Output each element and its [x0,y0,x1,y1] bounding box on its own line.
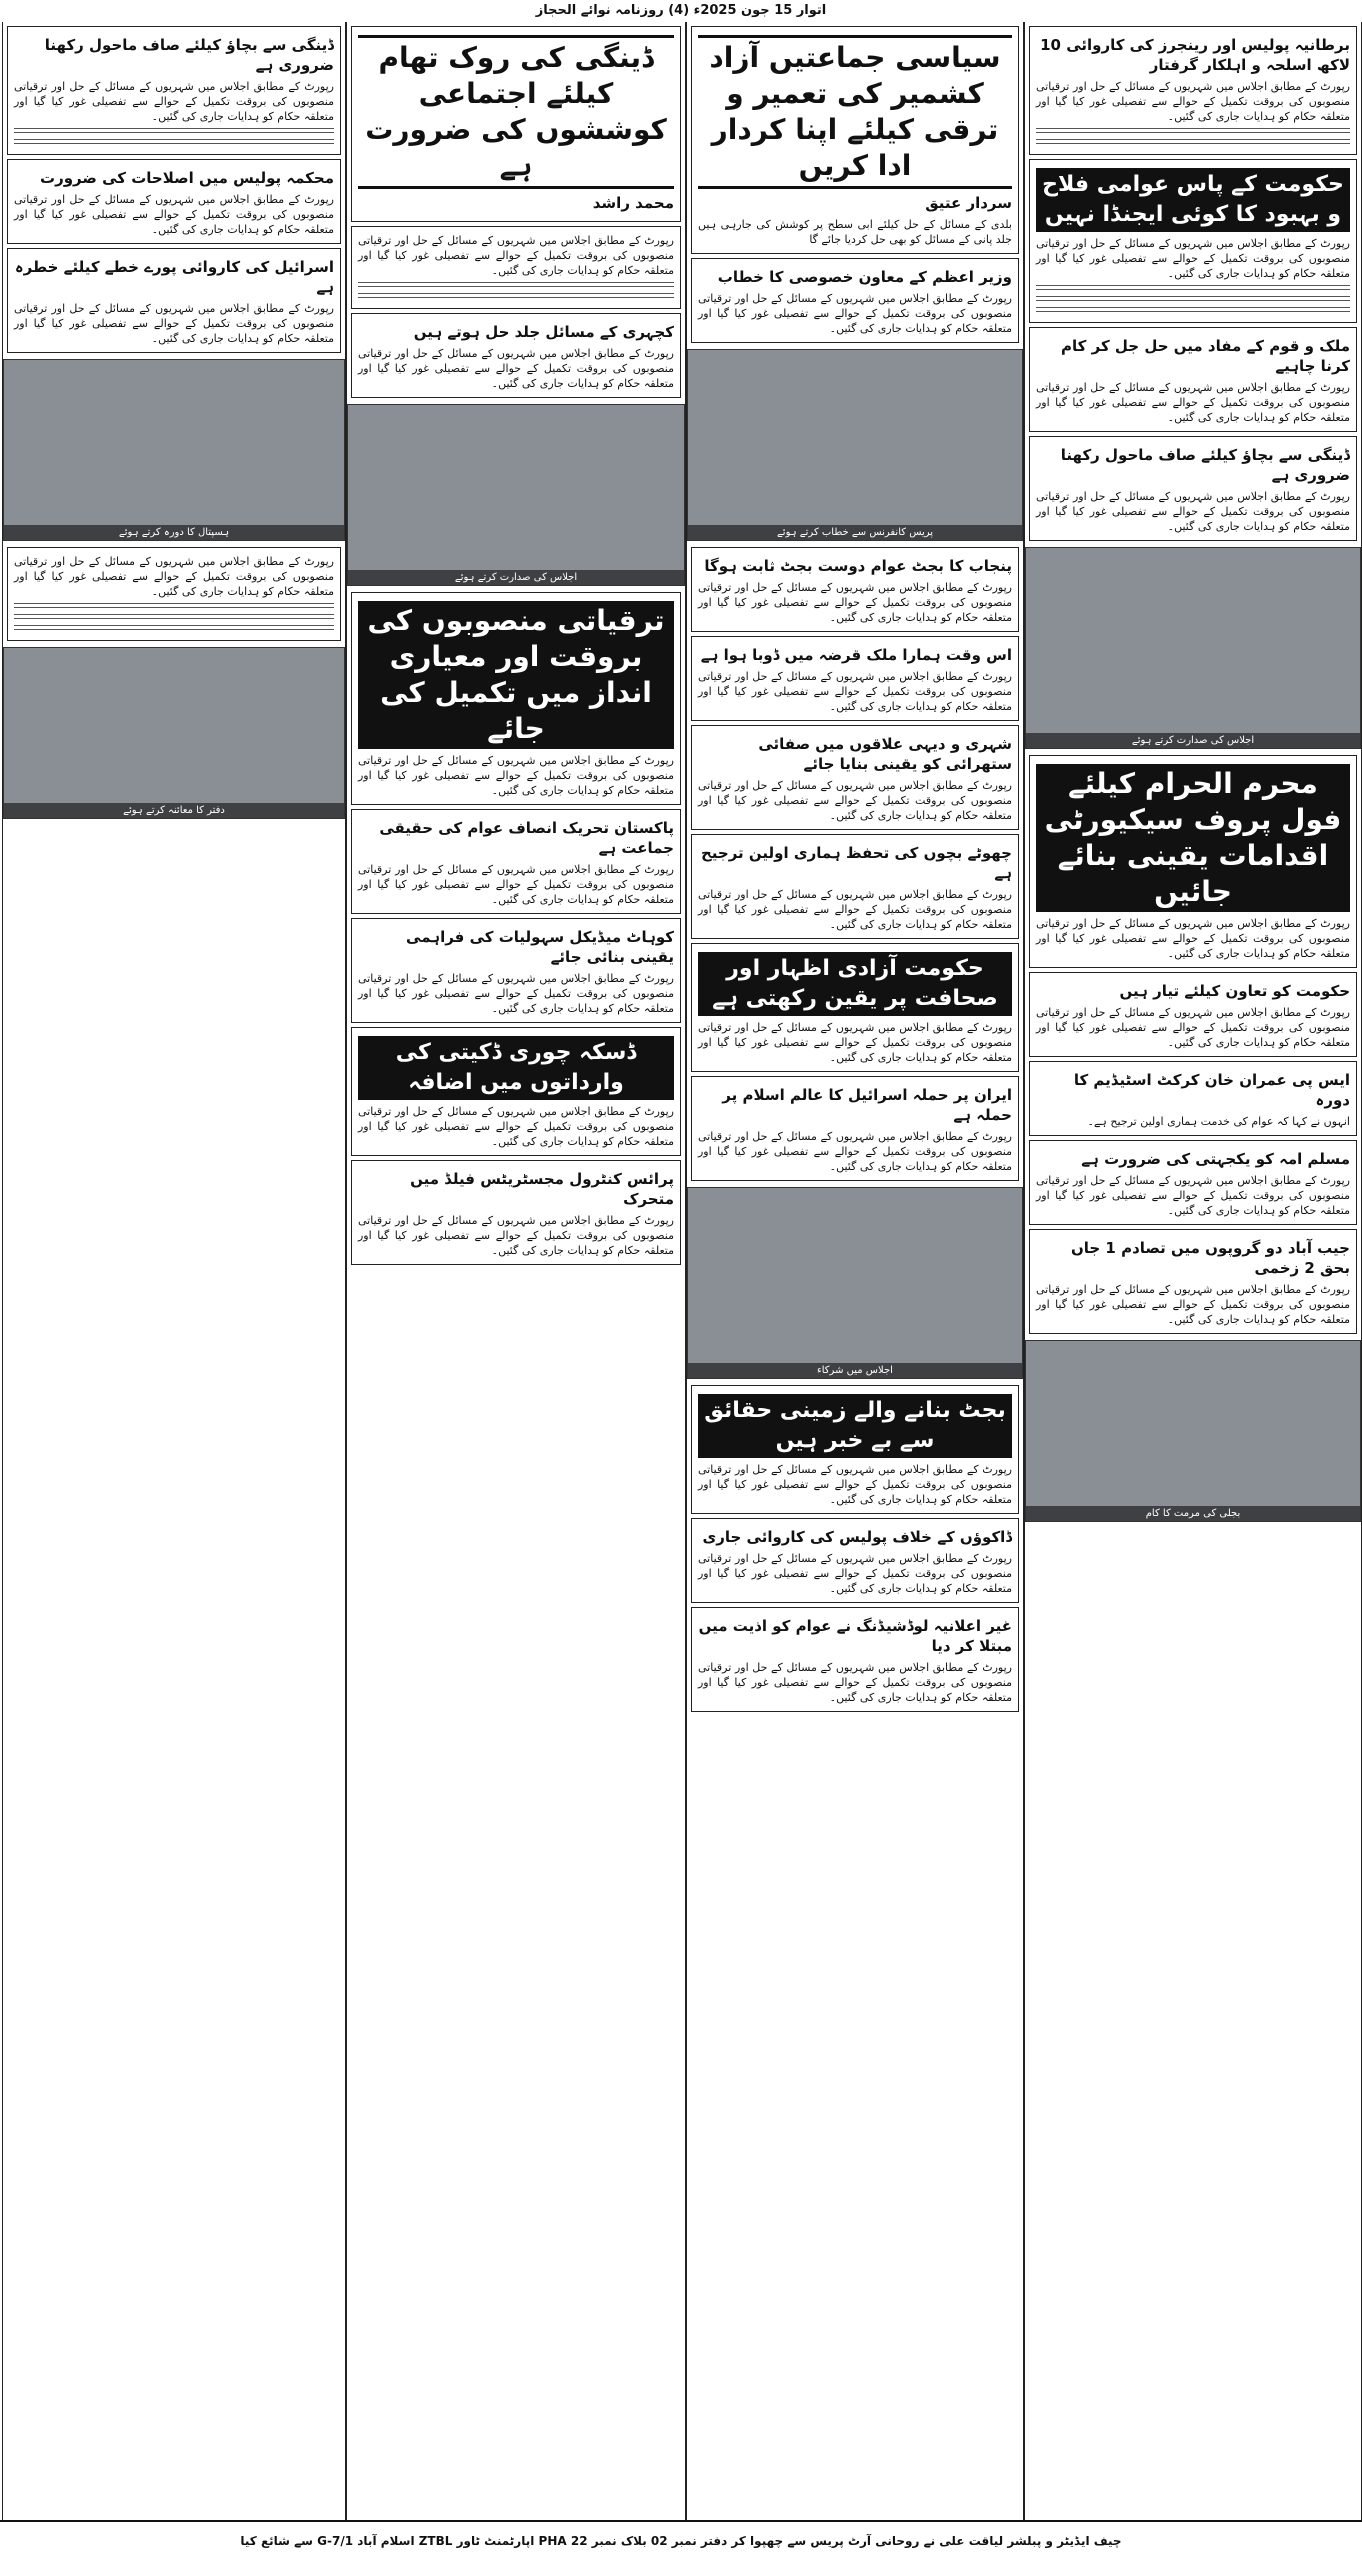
story-headline: وزیر اعظم کے معاون خصوصی کا خطاب [717,268,1012,286]
story-text: رپورٹ کے مطابق اجلاس میں شہریوں کے مسائل کے حل اور ترقیاتی منصوبوں کی بروقت تکمیل کے حوالے سے تفصیلی غور کیا گیا اور متعلقہ حکام کو ہدایات جاری کی گئیں۔ [358,754,674,797]
story-box [351,918,681,1023]
story-headline: بجٹ بنانے والے زمینی حقائق سے بے خبر ہیں [698,1394,1012,1458]
story-box [691,636,1019,721]
column-center-right [686,22,1024,2522]
story-text: رپورٹ کے مطابق اجلاس میں شہریوں کے مسائل کے حل اور ترقیاتی منصوبوں کی بروقت تکمیل کے حوالے سے تفصیلی غور کیا گیا اور متعلقہ حکام کو ہدایات جاری کی گئیں۔ [1036,917,1350,960]
story-box [691,834,1019,939]
story-box [7,26,341,155]
story-box [1029,1140,1357,1225]
story-headline: ملک و قوم کے مفاد میں حل جل کر کام کرنا چاہیے [1061,337,1350,375]
story-text: رپورٹ کے مطابق اجلاس میں شہریوں کے مسائل کے حل اور ترقیاتی منصوبوں کی بروقت تکمیل کے حوالے سے تفصیلی غور کیا گیا اور متعلقہ حکام کو ہدایات جاری کی گئیں۔ [1036,80,1350,123]
story-box [691,258,1019,343]
photo-caption: ہسپتال کا دورہ کرتے ہوئے [4,525,344,540]
story-box [691,725,1019,830]
story-text: رپورٹ کے مطابق اجلاس میں شہریوں کے مسائل کے حل اور ترقیاتی منصوبوں کی بروقت تکمیل کے حوالے سے تفصیلی غور کیا گیا اور متعلقہ حکام کو ہدایات جاری کی گئیں۔ [1036,1283,1350,1326]
story-headline: پرائس کنٹرول مجسٹریٹس فیلڈ میں متحرک [410,1170,674,1208]
story-headline: حکومت کو تعاون کیلئے تیار ہیں [1119,982,1350,1000]
story-box [351,809,681,914]
column-center-left [346,22,686,2522]
news-photo [3,359,345,541]
story-text: رپورٹ کے مطابق اجلاس میں شہریوں کے مسائل کے حل اور ترقیاتی منصوبوں کی بروقت تکمیل کے حوالے سے تفصیلی غور کیا گیا اور متعلقہ حکام کو ہدایات جاری کی گئیں۔ [14,302,334,345]
story-box [691,547,1019,632]
story-headline: ڈینگی سے بچاؤ کیلئے صاف ماحول رکھنا ضروری ہے [44,36,334,74]
lead-subheadline: بلدی کے مسائل کے حل کیلئے ابی سطح پر کوشش کی جارہی ہیں جلد پانی کے مسائل کو بھی حل کردیا جائے گا [698,218,1012,246]
story-box [7,159,341,244]
story-text: رپورٹ کے مطابق اجلاس میں شہریوں کے مسائل کے حل اور ترقیاتی منصوبوں کی بروقت تکمیل کے حوالے سے تفصیلی غور کیا گیا اور متعلقہ حکام کو ہدایات جاری کی گئیں۔ [698,670,1012,713]
story-headline: جیب آباد دو گروپوں میں تصادم 1 جاں بحق 2 زخمی [1070,1239,1350,1277]
story-box [1029,159,1357,323]
lead-headline: سیاسی جماعتیں آزاد کشمیر کی تعمیر و ترقی کیلئے اپنا کردار ادا کریں [698,35,1012,189]
story-headline: ڈسکہ چوری ڈکیتی کی وارداتوں میں اضافہ [358,1036,674,1100]
story-headline: چھوٹے بچوں کی تحفظ ہماری اولین ترجیح ہے [700,844,1012,882]
story-text: رپورٹ کے مطابق اجلاس میں شہریوں کے مسائل کے حل اور ترقیاتی منصوبوں کی بروقت تکمیل کے حوالے سے تفصیلی غور کیا گیا اور متعلقہ حکام کو ہدایات جاری کی گئیں۔ [698,1661,1012,1704]
story-headline: برطانیہ پولیس اور رینجرز کی کاروائی 10 لاکھ اسلحہ و اہلکار گرفتار [1040,36,1350,74]
story-headline: ڈینگی کی روک تھام کیلئے اجتماعی کوششوں کی ضرورت ہے [358,35,674,189]
news-photo [687,1187,1023,1379]
story-headline: پنجاب کا بجٹ عوام دوست بجٹ ثابت ہوگا [704,557,1012,575]
story-text: رپورٹ کے مطابق اجلاس میں شہریوں کے مسائل کے حل اور ترقیاتی منصوبوں کی بروقت تکمیل کے حوالے سے تفصیلی غور کیا گیا اور متعلقہ حکام کو ہدایات جاری کی گئیں۔ [358,347,674,390]
story-headline: پاکستان تحریک انصاف عوام کی حقیقی جماعت ہے [379,819,674,857]
photo-caption: اجلاس میں شرکاء [688,1363,1022,1378]
story-box [691,1607,1019,1712]
story-attribution: محمد راشد [592,194,674,212]
story-box [1029,755,1357,968]
date-line: اتوار 15 جون 2025ء (4) روزنامہ نوائے الحجاز [535,3,827,18]
story-headline: کچہری کے مسائل جلد حل ہوتے ہیں [413,323,674,341]
story-box [1029,26,1357,155]
story-headline: اس وقت ہمارا ملک قرضہ میں ڈوبا ہوا ہے [700,646,1012,664]
story-box [351,592,681,805]
story-box [7,248,341,353]
story-text: رپورٹ کے مطابق اجلاس میں شہریوں کے مسائل کے حل اور ترقیاتی منصوبوں کی بروقت تکمیل کے حوالے سے تفصیلی غور کیا گیا اور متعلقہ حکام کو ہدایات جاری کی گئیں۔ [698,1552,1012,1595]
story-box [351,26,681,222]
story-box [351,1160,681,1265]
story-headline: ڈاکوؤں کے خلاف پولیس کی کاروائی جاری [702,1528,1012,1546]
column-right [1024,22,1362,2522]
story-text: رپورٹ کے مطابق اجلاس میں شہریوں کے مسائل کے حل اور ترقیاتی منصوبوں کی بروقت تکمیل کے حوالے سے تفصیلی غور کیا گیا اور متعلقہ حکام کو ہدایات جاری کی گئیں۔ [1036,237,1350,280]
story-box [1029,1229,1357,1334]
news-photo [3,647,345,819]
story-text: رپورٹ کے مطابق اجلاس میں شہریوں کے مسائل کے حل اور ترقیاتی منصوبوں کی بروقت تکمیل کے حوالے سے تفصیلی غور کیا گیا اور متعلقہ حکام کو ہدایات جاری کی گئیں۔ [14,555,334,598]
story-headline: حکومت کے پاس عوامی فلاح و بہبود کا کوئی ایجنڈا نہیں [1036,168,1350,232]
lead-attribution: سردار عتیق [925,194,1012,212]
story-text: رپورٹ کے مطابق اجلاس میں شہریوں کے مسائل کے حل اور ترقیاتی منصوبوں کی بروقت تکمیل کے حوالے سے تفصیلی غور کیا گیا اور متعلقہ حکام کو ہدایات جاری کی گئیں۔ [698,292,1012,335]
story-box [691,26,1019,254]
story-headline: ڈینگی سے بچاؤ کیلئے صاف ماحول رکھنا ضروری ہے [1060,446,1350,484]
story-headline: محکمہ پولیس میں اصلاحات کی ضرورت [40,169,334,187]
news-photo [347,404,685,586]
story-text: رپورٹ کے مطابق اجلاس میں شہریوں کے مسائل کے حل اور ترقیاتی منصوبوں کی بروقت تکمیل کے حوالے سے تفصیلی غور کیا گیا اور متعلقہ حکام کو ہدایات جاری کی گئیں۔ [1036,1006,1350,1049]
story-headline: ایس پی عمران خان کرکٹ اسٹیڈیم کا دورہ [1073,1071,1350,1109]
story-text: رپورٹ کے مطابق اجلاس میں شہریوں کے مسائل کے حل اور ترقیاتی منصوبوں کی بروقت تکمیل کے حوالے سے تفصیلی غور کیا گیا اور متعلقہ حکام کو ہدایات جاری کی گئیں۔ [698,1021,1012,1064]
story-text: رپورٹ کے مطابق اجلاس میں شہریوں کے مسائل کے حل اور ترقیاتی منصوبوں کی بروقت تکمیل کے حوالے سے تفصیلی غور کیا گیا اور متعلقہ حکام کو ہدایات جاری کی گئیں۔ [1036,490,1350,533]
story-text: رپورٹ کے مطابق اجلاس میں شہریوں کے مسائل کے حل اور ترقیاتی منصوبوں کی بروقت تکمیل کے حوالے سے تفصیلی غور کیا گیا اور متعلقہ حکام کو ہدایات جاری کی گئیں۔ [14,193,334,236]
story-text: رپورٹ کے مطابق اجلاس میں شہریوں کے مسائل کے حل اور ترقیاتی منصوبوں کی بروقت تکمیل کے حوالے سے تفصیلی غور کیا گیا اور متعلقہ حکام کو ہدایات جاری کی گئیں۔ [698,1463,1012,1506]
story-box [351,1027,681,1156]
story-text: رپورٹ کے مطابق اجلاس میں شہریوں کے مسائل کے حل اور ترقیاتی منصوبوں کی بروقت تکمیل کے حوالے سے تفصیلی غور کیا گیا اور متعلقہ حکام کو ہدایات جاری کی گئیں۔ [1036,381,1350,424]
story-text: رپورٹ کے مطابق اجلاس میں شہریوں کے مسائل کے حل اور ترقیاتی منصوبوں کی بروقت تکمیل کے حوالے سے تفصیلی غور کیا گیا اور متعلقہ حکام کو ہدایات جاری کی گئیں۔ [358,1105,674,1148]
story-text: رپورٹ کے مطابق اجلاس میں شہریوں کے مسائل کے حل اور ترقیاتی منصوبوں کی بروقت تکمیل کے حوالے سے تفصیلی غور کیا گیا اور متعلقہ حکام کو ہدایات جاری کی گئیں۔ [698,779,1012,822]
story-text: رپورٹ کے مطابق اجلاس میں شہریوں کے مسائل کے حل اور ترقیاتی منصوبوں کی بروقت تکمیل کے حوالے سے تفصیلی غور کیا گیا اور متعلقہ حکام کو ہدایات جاری کی گئیں۔ [14,80,334,123]
story-text: رپورٹ کے مطابق اجلاس میں شہریوں کے مسائل کے حل اور ترقیاتی منصوبوں کی بروقت تکمیل کے حوالے سے تفصیلی غور کیا گیا اور متعلقہ حکام کو ہدایات جاری کی گئیں۔ [698,888,1012,931]
story-box [1029,972,1357,1057]
story-text: رپورٹ کے مطابق اجلاس میں شہریوں کے مسائل کے حل اور ترقیاتی منصوبوں کی بروقت تکمیل کے حوالے سے تفصیلی غور کیا گیا اور متعلقہ حکام کو ہدایات جاری کی گئیں۔ [358,972,674,1015]
imprint-footer: چیف ایڈیٹر و پبلشر لیاقت علی نے روحانی آرٹ پریس سے چھپوا کر دفتر نمبر 02 بلاک نمبر 22 PHA اپارٹمنٹ ٹاور ZTBL اسلام آباد G-7/1 سے شائع کیا [0,2520,1362,2560]
news-photo [1025,547,1361,749]
story-headline: مسلم امہ کو یکجہتی کی ضرورت ہے [1081,1150,1350,1168]
story-headline: غیر اعلانیہ لوڈشیڈنگ نے عوام کو اذیت میں مبتلا کر دیا [698,1617,1012,1655]
story-box [351,313,681,398]
story-headline: اسرائیل کی کاروائی پورے خطے کیلئے خطرہ ہے [14,258,334,296]
story-text: رپورٹ کے مطابق اجلاس میں شہریوں کے مسائل کے حل اور ترقیاتی منصوبوں کی بروقت تکمیل کے حوالے سے تفصیلی غور کیا گیا اور متعلقہ حکام کو ہدایات جاری کی گئیں۔ [358,863,674,906]
photo-caption: دفتر کا معائنہ کرتے ہوئے [4,803,344,818]
story-text: رپورٹ کے مطابق اجلاس میں شہریوں کے مسائل کے حل اور ترقیاتی منصوبوں کی بروقت تکمیل کے حوالے سے تفصیلی غور کیا گیا اور متعلقہ حکام کو ہدایات جاری کی گئیں۔ [1036,1174,1350,1217]
story-headline: کوہاٹ میڈیکل سہولیات کی فراہمی یقینی بنائی جائے [406,928,674,966]
story-box [1029,436,1357,541]
story-box [1029,327,1357,432]
photo-caption: پریس کانفرنس سے خطاب کرتے ہوئے [688,525,1022,540]
news-photo [1025,1340,1361,1522]
story-box [1029,1061,1357,1136]
story-headline: ایران پر حملہ اسرائیل کا عالم اسلام پر حملہ ہے [722,1086,1012,1124]
story-headline: شہری و دیہی علاقوں میں صفائی ستھرائی کو یقینی بنایا جائے [758,735,1012,773]
story-headline: حکومت آزادی اظہار اور صحافت پر یقین رکھتی ہے [698,952,1012,1016]
story-box [351,226,681,309]
photo-caption: اجلاس کی صدارت کرتے ہوئے [348,570,684,585]
story-text: رپورٹ کے مطابق اجلاس میں شہریوں کے مسائل کے حل اور ترقیاتی منصوبوں کی بروقت تکمیل کے حوالے سے تفصیلی غور کیا گیا اور متعلقہ حکام کو ہدایات جاری کی گئیں۔ [358,1214,674,1257]
story-text: رپورٹ کے مطابق اجلاس میں شہریوں کے مسائل کے حل اور ترقیاتی منصوبوں کی بروقت تکمیل کے حوالے سے تفصیلی غور کیا گیا اور متعلقہ حکام کو ہدایات جاری کی گئیں۔ [358,234,674,277]
column-left [2,22,346,2522]
photo-caption: اجلاس کی صدارت کرتے ہوئے [1026,733,1360,748]
story-box [691,1076,1019,1181]
story-text: رپورٹ کے مطابق اجلاس میں شہریوں کے مسائل کے حل اور ترقیاتی منصوبوں کی بروقت تکمیل کے حوالے سے تفصیلی غور کیا گیا اور متعلقہ حکام کو ہدایات جاری کی گئیں۔ [698,1130,1012,1173]
news-photo [687,349,1023,541]
story-headline: ترقیاتی منصوبوں کی بروقت اور معیاری انداز میں تکمیل کی جائے [358,601,674,749]
story-headline: محرم الحرام کیلئے فول پروف سیکیورٹی اقدامات یقینی بنائے جائیں [1036,764,1350,912]
story-text: انہوں نے کہا کہ عوام کی خدمت ہماری اولین ترجیح ہے۔ [1087,1115,1350,1128]
story-box [691,1518,1019,1603]
story-box [691,943,1019,1072]
story-box [7,547,341,641]
story-box [691,1385,1019,1514]
story-text: رپورٹ کے مطابق اجلاس میں شہریوں کے مسائل کے حل اور ترقیاتی منصوبوں کی بروقت تکمیل کے حوالے سے تفصیلی غور کیا گیا اور متعلقہ حکام کو ہدایات جاری کی گئیں۔ [698,581,1012,624]
photo-caption: بجلی کی مرمت کا کام [1026,1506,1360,1521]
